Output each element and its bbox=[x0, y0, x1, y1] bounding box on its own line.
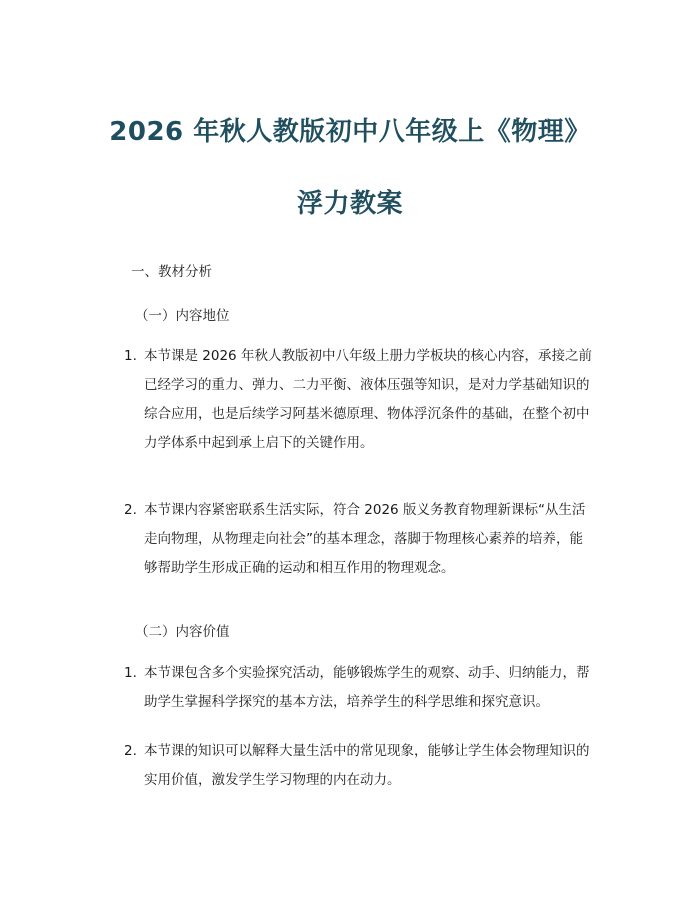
list-item-text-line: 实用价值，激发学生学习物理的内在动力。 bbox=[144, 772, 401, 788]
list-item-text-line: 本节课内容紧密联系生活实际，符合 2026 版义务教育物理新课标“从生活 bbox=[144, 502, 586, 518]
list-item-text-line: 本节课的知识可以解释大量生活中的常见现象，能够让学生体会物理知识的 bbox=[144, 743, 590, 759]
list-item-text-line: 本节课包含多个实验探究活动，能够锻炼学生的观察、动手、归纳能力，帮 bbox=[144, 665, 590, 681]
document-title-line-1: 2026 年秋人教版初中八年级上《物理》 bbox=[109, 117, 591, 147]
subsection-heading-content-value: （二）内容价值 bbox=[135, 624, 230, 640]
list-item-text-line: 够帮助学生形成正确的运动和相互作用的物理观念。 bbox=[144, 560, 455, 576]
list-item bbox=[124, 737, 600, 795]
section-heading-textbook-analysis: 一、教材分析 bbox=[131, 264, 212, 280]
document-title-line-2: 浮力教案 bbox=[296, 189, 403, 219]
list-item-text-line: 综合应用，也是后续学习阿基米德原理、物体浮沉条件的基础，在整个初中 bbox=[144, 406, 590, 422]
list-item-number: 1. bbox=[124, 665, 137, 681]
list-item-text-line: 已经学习的重力、弹力、二力平衡、液体压强等知识，是对力学基础知识的 bbox=[144, 377, 590, 393]
list-item-text-line: 助学生掌握科学探究的基本方法，培养学生的科学思维和探究意识。 bbox=[144, 694, 549, 710]
list-item-text-line: 力学体系中起到承上启下的关键作用。 bbox=[144, 435, 374, 451]
list-item-text-line: 走向物理，从物理走向社会”的基本理念，落脚于物理核心素养的培养，能 bbox=[144, 531, 583, 547]
list-item bbox=[124, 342, 600, 458]
list-item-number: 1. bbox=[124, 348, 137, 364]
subsection-heading-content-position: （一）内容地位 bbox=[135, 308, 230, 324]
list-item bbox=[124, 496, 600, 583]
list-item-text-line: 本节课是 2026 年秋人教版初中八年级上册力学板块的核心内容，承接之前 bbox=[144, 348, 592, 364]
list-item-number: 2. bbox=[124, 743, 137, 759]
list-item bbox=[124, 659, 600, 717]
list-item-number: 2. bbox=[124, 502, 137, 518]
